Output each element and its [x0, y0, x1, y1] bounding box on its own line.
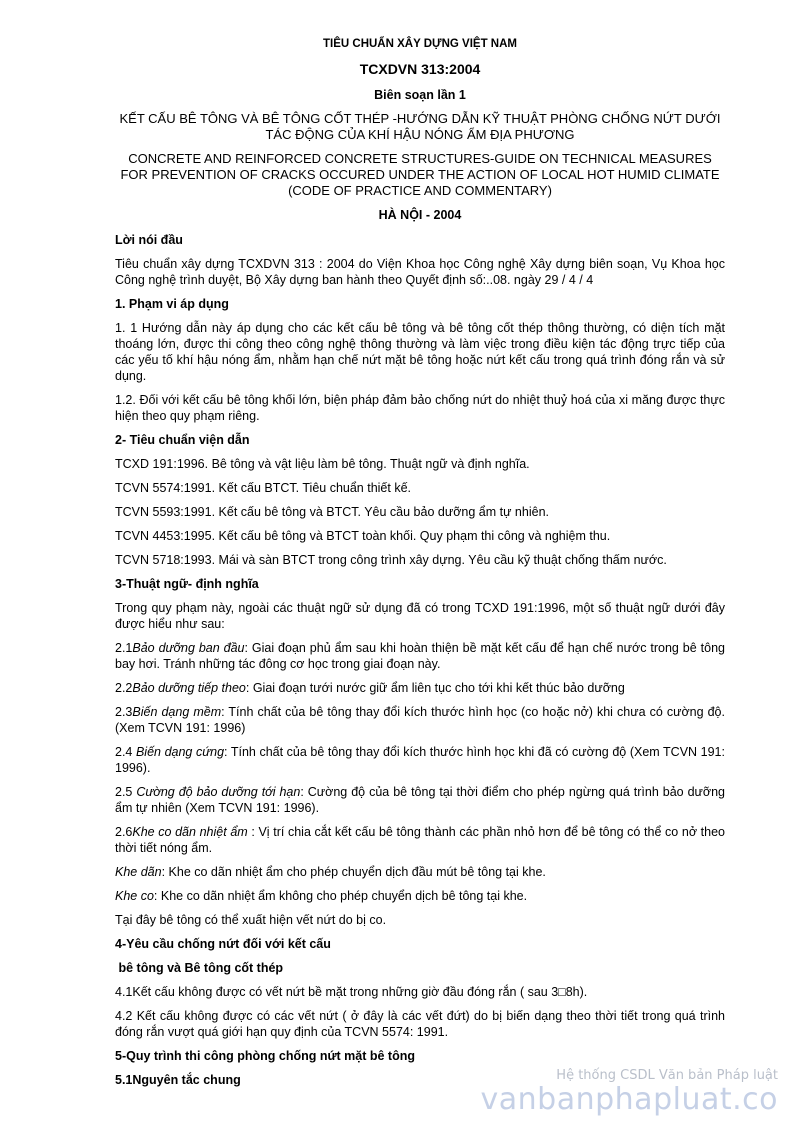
term-name: Khe dãn — [115, 865, 162, 879]
standard-code: TCXDVN 313:2004 — [359, 61, 481, 77]
term-name: Khe co dãn nhiệt ẩm — [132, 825, 248, 839]
watermark-caption: Hệ thống CSDL Văn bản Pháp luật — [556, 1068, 778, 1083]
reference-item: TCXD 191:1996. Bê tông và vật liệu làm bê tông. Thuật ngữ và định nghĩa. — [115, 457, 530, 471]
place-year: HÀ NỘI - 2004 — [378, 208, 462, 222]
reference-item: TCVN 5718:1993. Mái và sàn BTCT trong công trình xây dựng. Yêu cầu kỹ thuật chống thấm nước. — [115, 553, 667, 567]
scope-paragraph-1: 1. 1 Hướng dẫn này áp dụng cho các kết cấu bê tông và bê tông cốt thép thông thường, có diện tích mặt thoáng lớn, được thi công theo công nghệ thông thường và làm việc trong điều kiện tác động trực tiếp của các yếu tố khí hậu nóng ẩm, nhằm hạn chế nứt mặt bê tông hoặc nứt kết cấu trong quá trình đóng rắn và sử dụng. — [115, 321, 725, 383]
term-definition: 2.1Bảo dưỡng ban đầu: Giai đoạn phủ ẩm sau khi hoàn thiện bề mặt kết cấu để hạn chế nước trong bê tông bay hơi. Tránh những tác đông cơ học trong giai đoạn này. — [115, 641, 725, 671]
reference-item: TCVN 5593:1991. Kết cấu bê tông và BTCT. Yêu cầu bảo dưỡng ẩm tự nhiên. — [115, 505, 549, 519]
term-definition: Khe dãn: Khe co dãn nhiệt ẩm cho phép chuyển dịch đầu mút bê tông tại khe. — [115, 865, 546, 879]
scope-paragraph-2: 1.2. Đối với kết cấu bê tông khối lớn, biện pháp đảm bảo chống nứt do nhiệt thuỷ hoá của xi măng được thực hiện theo quy phạm riêng. — [115, 393, 725, 423]
terms-note: Tại đây bê tông có thể xuất hiện vết nứt do bị co. — [115, 913, 387, 927]
requirements-heading: 4-Yêu cầu chống nứt đối với kết cấu — [115, 937, 331, 951]
requirement-paragraph-2: 4.2 Kết cấu không được có các vết nứt ( ở đây là các vết đứt) do bị biến dạng theo thời tiết trong quá trình đóng rắn vượt quá giới hạn quy định của TCVN 5574: 1991. — [115, 1009, 725, 1039]
requirement-paragraph-1: 4.1Kết cấu không được có vết nứt bề mặt trong những giờ đầu đóng rắn ( sau 3□8h). — [115, 985, 588, 999]
procedure-heading: 5-Quy trình thi công phòng chống nứt mặt bê tông — [115, 1049, 415, 1063]
foreword-text: Tiêu chuẩn xây dựng TCXDVN 313 : 2004 do Viện Khoa học Công nghệ Xây dựng biên soạn, Vụ Khoa học Công nghệ trình duyệt, Bộ Xây dựng ban hành theo Quyết định số:..08. ngày 29 / 4 / 4 — [115, 257, 725, 287]
title-vietnamese: KẾT CẤU BÊ TÔNG VÀ BÊ TÔNG CỐT THÉP -HƯỚNG DẪN KỸ THUẬT PHÒNG CHỐNG NỨT DƯỚI TÁC ĐỘNG CỦA KHÍ HẬU NÓNG ẨM ĐỊA PHƯƠNG — [119, 111, 721, 142]
procedure-subheading: 5.1Nguyên tắc chung — [115, 1073, 241, 1087]
term-definition: 2.5 Cường độ bảo dưỡng tới hạn: Cường độ của bê tông tại thời điểm cho phép ngừng quá trình bảo dưỡng ẩm tự nhiên (Xem TCVN 191: 1996). — [115, 785, 725, 815]
term-definition: Khe co: Khe co dãn nhiệt ẩm không cho phép chuyển dịch bê tông tại khe. — [115, 889, 528, 903]
scope-heading: 1. Phạm vi áp dụng — [115, 297, 229, 311]
reference-item: TCVN 5574:1991. Kết cấu BTCT. Tiêu chuẩn thiết kế. — [115, 481, 411, 495]
term-definition: 2.6Khe co dãn nhiệt ẩm : Vị trí chia cắt kết cấu bê tông thành các phần nhỏ hơn để bê tông có thể co nở theo thời tiết nóng ẩm. — [115, 825, 725, 855]
terms-intro: Trong quy phạm này, ngoài các thuật ngữ sử dụng đã có trong TCXD 191:1996, một số thuật ngữ dưới đây được hiểu như sau: — [115, 601, 725, 631]
requirements-subheading: bê tông và Bê tông cốt thép — [115, 961, 284, 975]
term-name: Biến dạng mềm — [132, 705, 222, 719]
term-name: Bảo dưỡng tiếp theo — [132, 681, 246, 695]
term-definition: 2.2Bảo dưỡng tiếp theo: Giai đoạn tưới nước giữ ẩm liên tục cho tới khi kết thúc bảo dưỡng — [115, 681, 625, 695]
watermark — [481, 1068, 778, 1115]
terms-heading: 3-Thuật ngữ- định nghĩa — [115, 577, 259, 591]
foreword-heading: Lời nói đầu — [115, 233, 183, 247]
term-definition: 2.4 Biến dạng cứng: Tính chất của bê tông thay đổi kích thước hình học khi đã có cường độ (Xem TCVN 191: 1996). — [115, 745, 725, 775]
document-page — [115, 38, 725, 1096]
term-name: Cường độ bảo dưỡng tới hạn — [136, 785, 301, 799]
edition-label: Biên soạn lần 1 — [374, 88, 466, 102]
term-name: Biến dạng cứng — [135, 745, 225, 759]
term-name: Bảo dưỡng ban đầu — [132, 641, 245, 655]
term-definition: 2.3Biến dạng mềm: Tính chất của bê tông thay đổi kích thước hình học (co hoặc nở) khi chưa có cường độ. (Xem TCVN 191: 1996) — [115, 705, 725, 735]
term-name: Khe co — [115, 889, 154, 903]
watermark-site: vanbanphapluat.co — [480, 1082, 778, 1117]
references-heading: 2- Tiêu chuẩn viện dẫn — [115, 433, 250, 447]
standard-type: TIÊU CHUẨN XÂY DỰNG VIỆT NAM — [323, 38, 517, 50]
title-english: CONCRETE AND REINFORCED CONCRETE STRUCTURES-GUIDE ON TECHNICAL MEASURES FOR PREVENTION OF CRACKS OCCURED UNDER THE ACTION OF LOCAL HOT HUMID CLIMATE (CODE OF PRACTICE AND COMMENTARY) — [120, 151, 720, 198]
reference-item: TCVN 4453:1995. Kết cấu bê tông và BTCT toàn khối. Quy phạm thi công và nghiệm thu. — [115, 529, 611, 543]
